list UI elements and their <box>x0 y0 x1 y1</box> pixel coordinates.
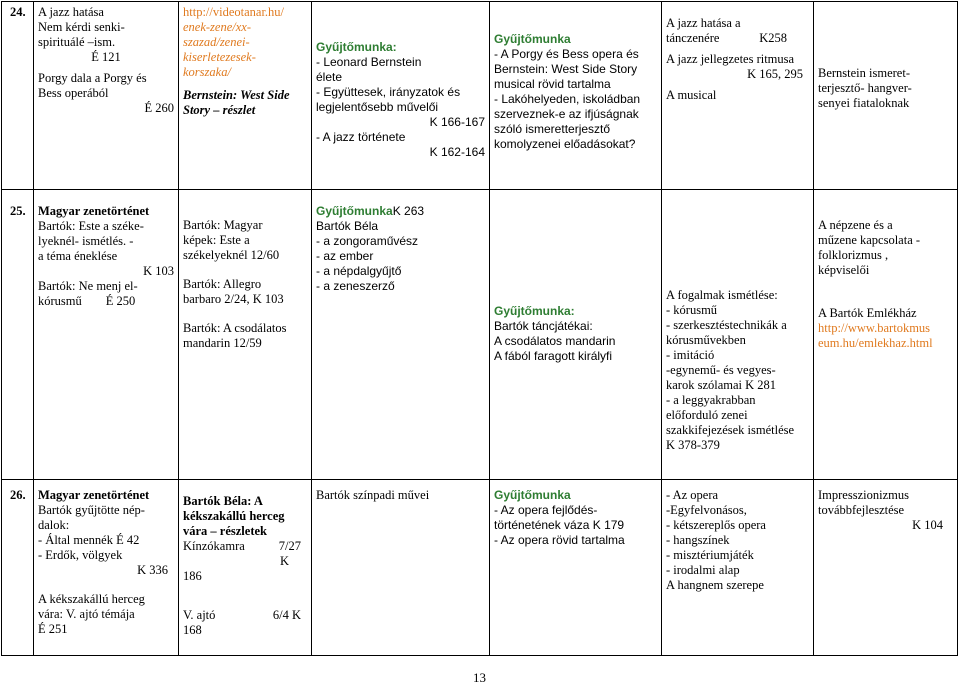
table-row-25 <box>2 190 958 480</box>
video-link[interactable]: http://videotanar.hu/ <box>183 5 285 19</box>
cell-listening: Bartók Béla: A kékszakállú herceg vára – részletek Kínzókamra 7/27 K 186 V. ajtó 6/4 K 168 <box>179 480 312 656</box>
cell-listening: Bartók: Magyar képek: Este a székelyeknél 12/60 Bartók: Allegro barbaro 2/24, K 103 Bartók: A csodálatos mandarin 12/59 <box>179 190 312 480</box>
table-row-26 <box>2 480 958 656</box>
row-number: 24. <box>2 2 34 190</box>
cell-concepts: A fogalmak ismétlése: - kórusmű - szerkesztéstechnikák a kórusművekben - imitáció -egynemű- és vegyes- karok szólamai K 281 - a leggyakrabban előforduló zenei szakkifejezések ismétlése K 378-379 <box>662 190 814 480</box>
cell-concepts: - Az opera -Egyfelvonásos, - kétszereplős opera - hangszínek - misztériumjáték - irodalmi alap A hangnem szerepe <box>662 480 814 656</box>
cell-collection: GyűjtőmunkaK 263 Bartók Béla - a zongoraművész - az ember - a népdalgyűjtő - a zeneszerző <box>312 190 490 480</box>
cell-topic: Magyar zenetörténet Bartók gyűjtötte nép- dalok: - Által mennék É 42 - Erdők, völgyek K 336 A kékszakállú herceg vára: V. ajtó témája É 251 <box>34 480 179 656</box>
cell-topic: Magyar zenetörténet Bartók: Este a széke- lyeknél- ismétlés. - a téma éneklése K 103 Bartók: Ne menj el- kórusmű É 250 <box>34 190 179 480</box>
cell-listening: http://videotanar.hu/ enek-zene/xx- szazad/zenei- kiserletezesek- korszaka/ Bernstein: West Side Story – részlet <box>179 2 312 190</box>
cell-extra: A népzene és a műzene kapcsolata - folklorizmus , képviselői A Bartók Emlékház http://www.bartokmus eum.hu/emlekhaz.html <box>814 190 958 480</box>
cell-collection: Gyűjtőmunka: - Leonard Bernstein élete - Együttesek, irányzatok és legjelentősebb művelői K 166-167 - A jazz története K 162-164 <box>312 2 490 190</box>
row-number: 26. <box>2 480 34 656</box>
curriculum-table <box>1 1 958 656</box>
row-number: 25. <box>2 190 34 480</box>
cell-tasks: Gyűjtőmunka - Az opera fejlődés- történetének váza K 179 - Az opera rövid tartalma <box>490 480 662 656</box>
cell-extra: Bernstein ismeret- terjesztő- hangver- senyei fiataloknak <box>814 2 958 190</box>
cell-concepts: A jazz hatása a tánczenére K258 A jazz jellegzetes ritmusa K 165, 295 A musical <box>662 2 814 190</box>
cell-extra: Impresszionizmus továbbfejlesztése K 104 <box>814 480 958 656</box>
cell-tasks: Gyűjtőmunka - A Porgy és Bess opera és Bernstein: West Side Story musical rövid tartalma - Lakóhelyeden, iskoládban szerveznek-e az ifjúságnak szóló ismeretterjesztő komolyzenei előadásokat? <box>490 2 662 190</box>
cell-tasks: Gyűjtőmunka: Bartók táncjátékai: A csodálatos mandarin A fából faragott királyfi <box>490 190 662 480</box>
cell-collection: Bartók színpadi művei <box>312 480 490 656</box>
page-number: 13 <box>473 670 486 685</box>
table-row-24 <box>2 2 958 190</box>
cell-topic: A jazz hatása Nem kérdi senki- spirituálé –ism. É 121 Porgy dala a Porgy és Bess operából É 260 <box>34 2 179 190</box>
bartok-museum-link[interactable]: http://www.bartokmus <box>818 321 931 335</box>
